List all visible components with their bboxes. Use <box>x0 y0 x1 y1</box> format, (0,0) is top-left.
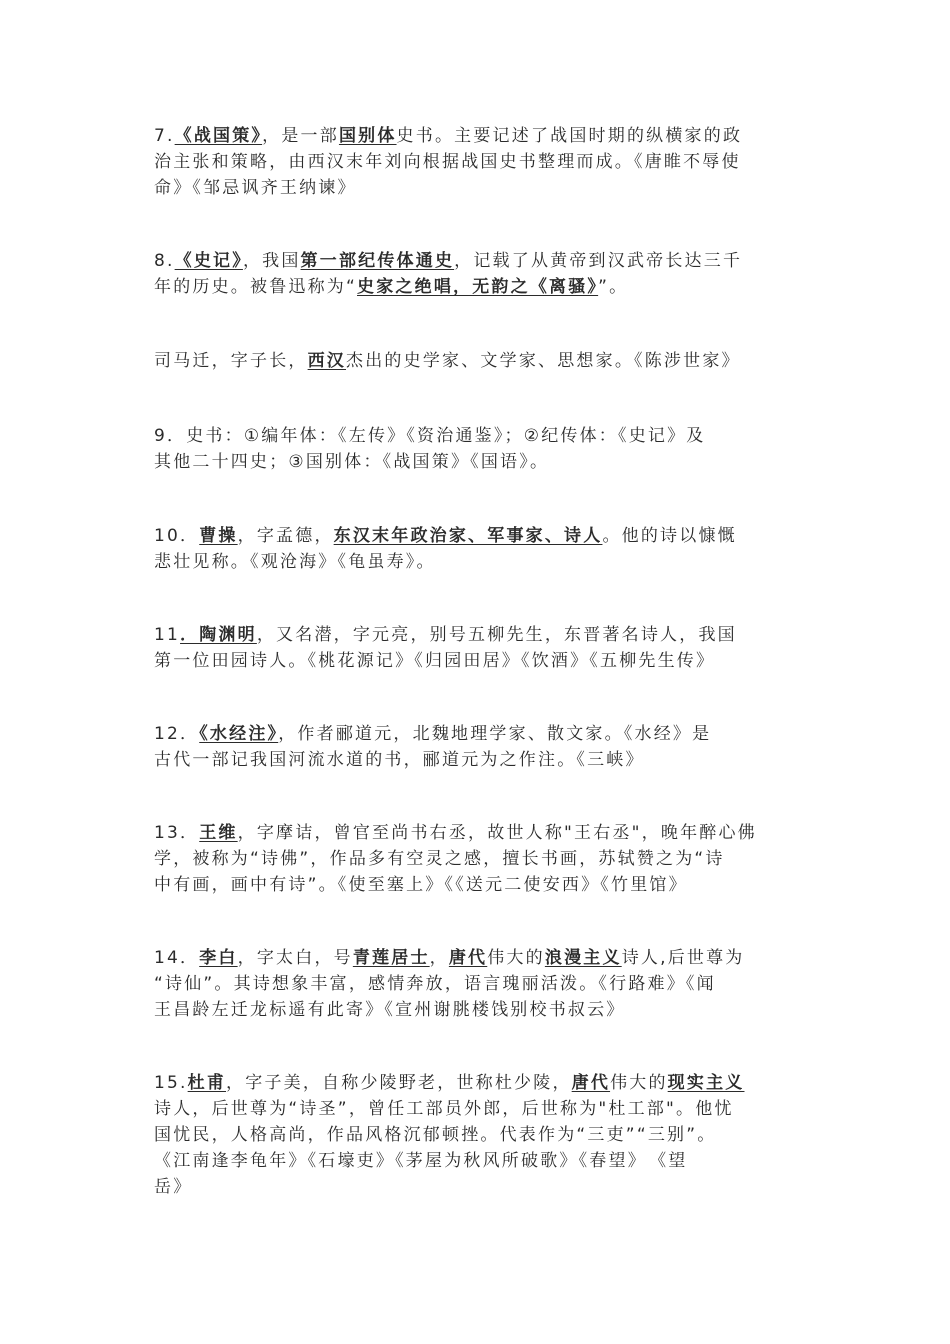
text-segment: 年的历史。被鲁迅称为“ <box>154 277 358 297</box>
key-term: 东汉末年政治家、军事家、诗人 <box>333 526 603 546</box>
text-line <box>154 449 804 475</box>
key-term: 杜甫 <box>187 1073 227 1093</box>
entry-11-taoyuanming <box>154 622 804 674</box>
text-line <box>154 747 804 773</box>
text-segment: ， <box>429 948 449 968</box>
text-line <box>154 549 804 575</box>
text-segment: 学，被称为“诗佛”，作品多有空灵之感，擅长书画，苏轼赞之为“诗 <box>154 849 725 869</box>
text-segment: ，字太白，号 <box>237 948 353 968</box>
entry-15-dufu <box>154 1070 804 1200</box>
text-line <box>154 945 804 971</box>
text-line <box>154 622 804 648</box>
key-term: ．陶渊明 <box>180 625 257 645</box>
text-segment: 7. <box>154 126 175 146</box>
text-line <box>154 820 804 846</box>
entry-13-wangwei <box>154 820 804 898</box>
key-term: 《战国策》 <box>174 126 263 146</box>
text-segment: 伟大的 <box>487 948 545 968</box>
text-segment: ”。 <box>598 277 629 297</box>
text-segment: ，字子美，自称少陵野老，世称杜少陵， <box>226 1073 572 1093</box>
text-line <box>154 721 804 747</box>
text-segment: 15. <box>154 1073 188 1093</box>
text-line <box>154 1096 804 1122</box>
text-segment: ，作者郦道元，北魏地理学家、散文家。《水经》是 <box>278 724 712 744</box>
text-line <box>154 248 804 274</box>
text-line <box>154 997 804 1023</box>
text-segment: ，又名潜，字元亮，别号五柳先生，东晋著名诗人，我国 <box>256 625 737 645</box>
entry-8-shiji <box>154 248 804 300</box>
text-segment: 10． <box>154 526 200 546</box>
text-line <box>154 423 804 449</box>
text-segment: 9．史书：①编年体：《左传》《资治通鉴》；②纪传体：《史记》及 <box>154 426 706 446</box>
entry-9-history-books <box>154 423 804 475</box>
text-segment: 王昌龄左迁龙标遥有此寄》《宣州谢朓楼饯别校书叔云》 <box>154 1000 626 1020</box>
entry-7-zhanguoce <box>154 123 804 201</box>
text-segment: ，字孟德， <box>237 526 334 546</box>
key-term: 《史记》 <box>174 251 243 271</box>
text-segment: 11 <box>154 625 181 645</box>
text-line <box>154 1148 804 1174</box>
text-segment: 中有画，画中有诗”。《使至塞上》《《送元二使安西》《竹里馆》 <box>154 875 688 895</box>
text-line <box>154 175 804 201</box>
text-line <box>154 274 804 300</box>
text-line <box>154 523 804 549</box>
key-term: 国别体 <box>338 126 397 146</box>
text-segment: 13． <box>154 823 200 843</box>
key-term: 第一部纪传体通史 <box>300 251 455 271</box>
text-segment: 岳》 <box>154 1177 193 1197</box>
text-line <box>154 1070 804 1096</box>
key-term: 曹操 <box>199 526 238 546</box>
text-segment: ，记载了从黄帝到汉武帝长达三千 <box>454 251 743 271</box>
text-segment: 诗人，后世尊为“诗圣”，曾任工部员外郎，后世称为"杜工部"。他忧 <box>154 1099 734 1119</box>
text-segment: ，是一部 <box>262 126 339 146</box>
text-line <box>154 648 804 674</box>
text-segment: “诗仙”。其诗想象丰富，感情奔放，语言瑰丽活泼。《行路难》《闻 <box>154 974 716 994</box>
text-line <box>154 846 804 872</box>
key-term: 唐代 <box>571 1073 611 1093</box>
text-segment: 14． <box>154 948 200 968</box>
entry-10-caocao <box>154 523 804 575</box>
key-term: 李白 <box>199 948 238 968</box>
text-segment: ，我国 <box>242 251 301 271</box>
text-segment: 《江南逢李龟年》《石壕吏》《茅屋为秋风所破歌》《春望》 《望 <box>154 1151 688 1171</box>
text-segment: 第一位田园诗人。《桃花源记》《归园田居》《饮酒》《五柳先生传》 <box>154 651 716 671</box>
entry-12-shuijingzhu <box>154 721 804 773</box>
text-segment: 8. <box>154 251 175 271</box>
text-segment: 悲壮见称。《观沧海》《龟虽寿》。 <box>154 552 436 572</box>
text-segment: ，字摩诘，曾官至尚书右丞，故世人称"王右丞"，晚年醉心佛 <box>237 823 757 843</box>
text-segment: 古代一部记我国河流水道的书，郦道元为之作注。《三峡》 <box>154 750 645 770</box>
text-segment: 12． <box>154 724 200 744</box>
key-term: 史家之绝唱，无韵之《离骚》 <box>357 277 599 297</box>
text-line <box>154 1174 804 1200</box>
key-term: 西汉 <box>307 351 347 371</box>
entry-simaqian <box>154 348 804 374</box>
key-term: 唐代 <box>448 948 488 968</box>
text-segment: 诗人,后世尊为 <box>621 948 745 968</box>
text-segment: 其他二十四史；③国别体：《战国策》《国语》。 <box>154 452 550 472</box>
key-term: 青莲居士 <box>352 948 430 968</box>
text-segment: 伟大的 <box>610 1073 668 1093</box>
text-line <box>154 872 804 898</box>
text-segment: 治主张和策略，由西汉末年刘向根据战国史书整理而成。《唐睢不辱使 <box>154 152 741 172</box>
key-term: 王维 <box>199 823 238 843</box>
text-segment: 国忧民，人格高尚，作品风格沉郁顿挫。代表作为“三吏”“三别”。 <box>154 1125 717 1145</box>
text-line <box>154 971 804 997</box>
text-segment: 杰出的史学家、文学家、思想家。《陈涉世家》 <box>346 351 741 371</box>
text-line <box>154 348 804 374</box>
text-line <box>154 123 804 149</box>
key-term: 《水经注》 <box>199 724 279 744</box>
text-segment: 司马迁，字子长， <box>154 351 308 371</box>
text-segment: 史书。主要记述了战国时期的纵横家的政 <box>396 126 743 146</box>
key-term: 现实主义 <box>667 1073 745 1093</box>
text-line <box>154 1122 804 1148</box>
text-segment: 。他的诗以慷慨 <box>602 526 737 546</box>
text-line <box>154 149 804 175</box>
entry-14-libai <box>154 945 804 1023</box>
key-term: 浪漫主义 <box>544 948 622 968</box>
text-segment: 命》《邹忌讽齐王纳谏》 <box>154 178 357 198</box>
